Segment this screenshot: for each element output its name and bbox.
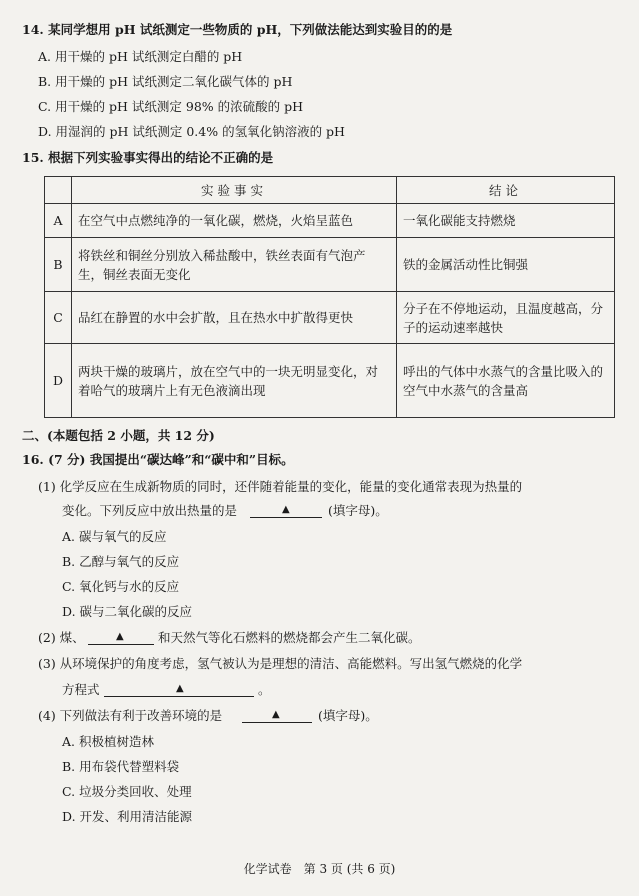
row-conclusion: 铁的金属活动性比铜强 [397, 238, 615, 292]
q16-part4-option-d: D. 开发、利用清洁能源 [62, 809, 193, 824]
q16-part1-tail: (填字母)。 [328, 503, 388, 518]
row-id: D [45, 344, 72, 418]
q16-part1-line1: (1) 化学反应在生成新物质的同时，还伴随着能量的变化，能量的变化通常表现为热量的 [38, 479, 523, 494]
q16-part3-line1: (3) 从环境保护的角度考虑，氢气被认为是理想的清洁、高能燃料。写出氢气燃烧的化学 [38, 656, 523, 671]
experiment-table [44, 176, 615, 418]
header-conclusion: 结论 [397, 177, 615, 204]
q14-option-b: B. 用干燥的 pH 试纸测定二氧化碳气体的 pH [38, 74, 293, 89]
q14-option-c: C. 用干燥的 pH 试纸测定 98% 的浓硫酸的 pH [38, 99, 304, 114]
row-conclusion: 呼出的气体中水蒸气的含量比吸入的空气中水蒸气的含量高 [397, 344, 615, 418]
blank-triangle-icon: ▲ [116, 631, 124, 642]
row-id: A [45, 204, 72, 238]
header-id [45, 177, 72, 204]
row-conclusion: 一氧化碳能支持燃烧 [397, 204, 615, 238]
table-row [45, 344, 615, 418]
row-fact: 在空气中点燃纯净的一氧化碳，燃烧，火焰呈蓝色 [72, 204, 397, 238]
blank-triangle-icon: ▲ [176, 683, 184, 694]
blank-triangle-icon: ▲ [272, 709, 280, 720]
q16-part4-option-b: B. 用布袋代替塑料袋 [62, 759, 180, 774]
q14-stem: 14. 某同学想用 pH 试纸测定一些物质的 pH，下列做法能达到实验目的的是 [22, 22, 453, 37]
q16-part1-option-d: D. 碳与二氧化碳的反应 [62, 604, 193, 619]
q14-option-a: A. 用干燥的 pH 试纸测定白醋的 pH [38, 49, 243, 64]
row-id: C [45, 292, 72, 344]
q16-part3-line2: 方程式 [62, 682, 100, 697]
q16-part4-option-a: A. 积极植树造林 [62, 734, 154, 749]
q16-stem: 16. (7 分) 我国提出“碳达峰”和“碳中和”目标。 [22, 452, 294, 467]
bleed-through-text [470, 18, 474, 31]
q16-part1-option-b: B. 乙醇与氧气的反应 [62, 554, 180, 569]
q15-stem: 15. 根据下列实验事实得出的结论不正确的是 [22, 150, 274, 165]
row-id: B [45, 238, 72, 292]
row-conclusion: 分子在不停地运动，且温度越高，分子的运动速率越快 [397, 292, 615, 344]
table-row [45, 292, 615, 344]
q16-part3-tail: 。 [258, 682, 271, 697]
row-fact: 两块干燥的玻璃片，放在空气中的一块无明显变化，对着哈气的玻璃片上有无色液滴出现 [72, 344, 397, 418]
page-footer: 化学试卷 第 3 页 (共 6 页) [243, 862, 396, 876]
q14-option-d: D. 用湿润的 pH 试纸测定 0.4% 的氢氧化钠溶液的 pH [38, 124, 345, 139]
row-fact: 将铁丝和铜丝分别放入稀盐酸中，铁丝表面有气泡产生，铜丝表面无变化 [72, 238, 397, 292]
q16-part4-head: (4) 下列做法有利于改善环境的是 [38, 708, 223, 723]
q16-part4-tail: (填字母)。 [318, 708, 378, 723]
q16-part2-tail: 和天然气等化石燃料的燃烧都会产生二氧化碳。 [158, 630, 421, 645]
table-header-row [45, 177, 615, 204]
q16-part1-option-a: A. 碳与氧气的反应 [62, 529, 167, 544]
table-row [45, 238, 615, 292]
row-fact: 品红在静置的水中会扩散，且在热水中扩散得更快 [72, 292, 397, 344]
q16-part1-line2: 变化。下列反应中放出热量的是 [62, 503, 238, 518]
q16-part2-head: (2) 煤、 [38, 630, 85, 645]
blank-triangle-icon: ▲ [282, 504, 290, 515]
section-heading: 二、(本题包括 2 小题，共 12 分) [22, 428, 215, 443]
header-fact: 实验事实 [72, 177, 397, 204]
q16-part4-option-c: C. 垃圾分类回收、处理 [62, 784, 192, 799]
table-row [45, 204, 615, 238]
q16-part1-option-c: C. 氧化钙与水的反应 [62, 579, 180, 594]
